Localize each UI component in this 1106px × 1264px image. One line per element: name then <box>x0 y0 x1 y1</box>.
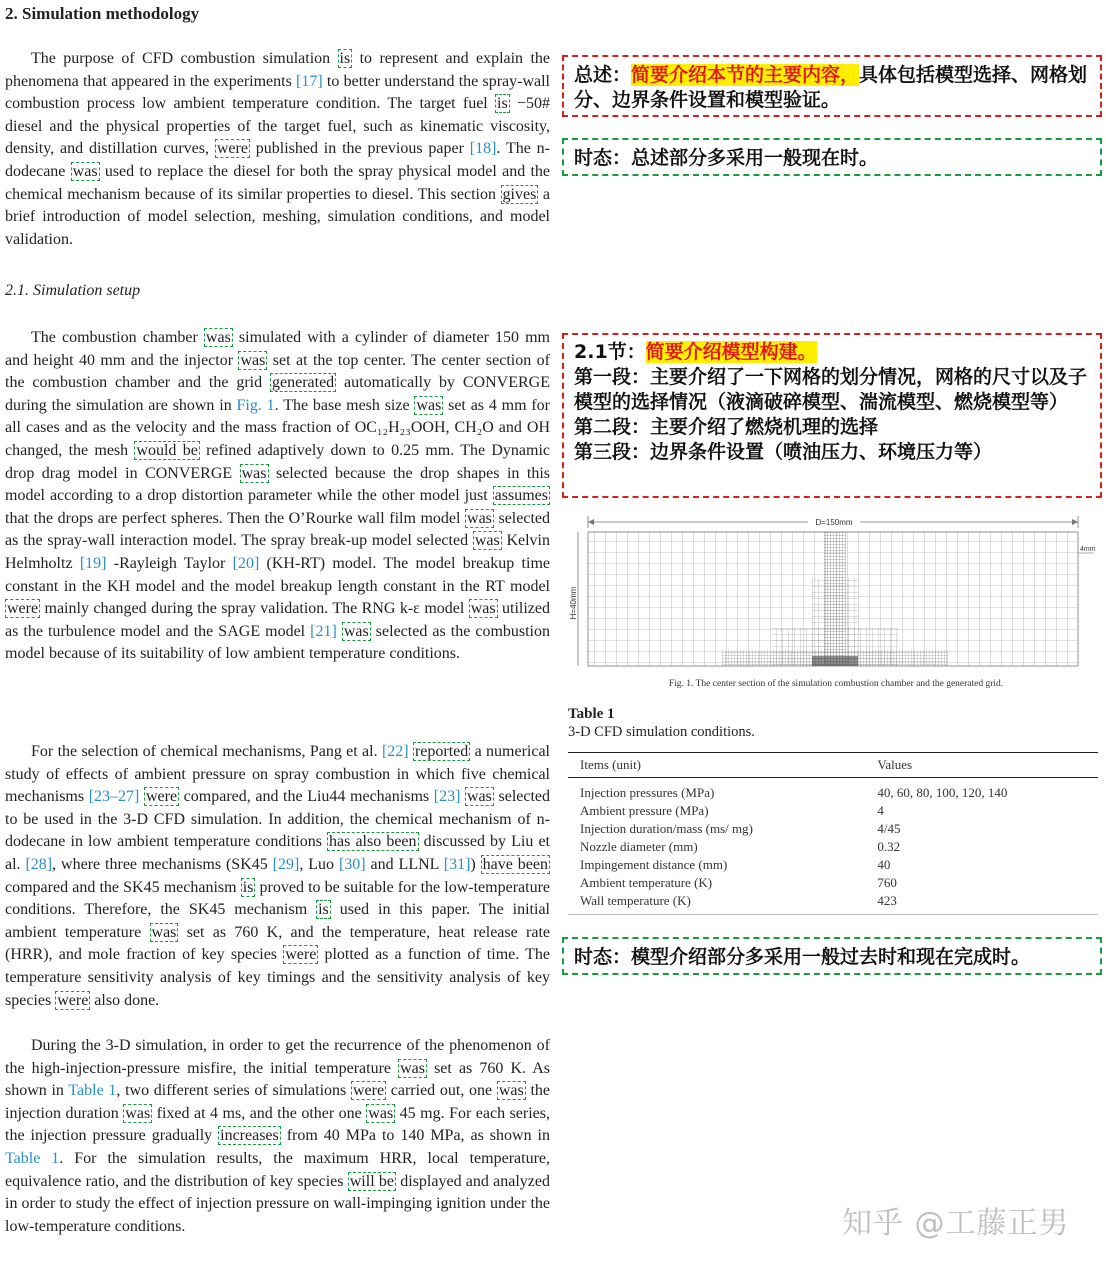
verb-highlight: have been <box>482 855 548 873</box>
table-cell-value: 0.32 <box>877 839 901 854</box>
text-run: automatically by CONVERGE during the simulation are shown in <box>5 374 550 414</box>
paragraph-chemical-mechanism <box>5 741 550 1012</box>
table-row <box>568 892 1098 915</box>
verb-highlight: was <box>241 464 267 482</box>
section-title: 2. Simulation methodology <box>5 4 200 23</box>
verb-highlight: were <box>285 946 317 964</box>
table-cell-value: 4/45 <box>877 821 901 836</box>
table-cell-item: Wall temperature (K) <box>568 892 865 915</box>
text-run: to represent and explain the phenomena that appeared in the experiments <box>5 50 550 90</box>
text-run: (KH-RT) model. The model breakup time constant in the KH model and the model breakup length constant in the RT model <box>5 554 550 595</box>
verb-highlight: was <box>368 1104 394 1122</box>
paragraph-intro <box>5 48 550 251</box>
citation-link[interactable]: [29] <box>272 855 300 873</box>
text-run: , two different series of simulations <box>116 1082 351 1100</box>
text-run: displayed and analyzed in order to study the effect of injection pressure on wall-impinging ignition under the low-temperature conditions. <box>5 1172 551 1235</box>
verb-highlight: assumes <box>494 487 548 505</box>
verb-highlight: were <box>352 1082 385 1100</box>
verb-highlight: was <box>467 509 492 527</box>
table-row <box>568 856 1098 874</box>
citation-link[interactable]: [20] <box>232 554 260 572</box>
verb-highlight: were <box>216 140 248 158</box>
verb-highlight: was <box>416 396 442 414</box>
text-run: 45 mg. For each series, the injection pressure gradually <box>5 1104 551 1145</box>
table-cell-item: Ambient pressure (MPa) <box>580 803 709 818</box>
citation-link[interactable]: [28] <box>25 855 53 873</box>
text-run: set at the top center. The center section of the combustion chamber and the grid <box>5 351 550 392</box>
citation-link[interactable]: [23–27] <box>88 788 140 806</box>
figure-caption: Fig. 1. The center section of the simulation combustion chamber and the generated grid. <box>668 679 1004 689</box>
verb-highlight: has also been <box>329 833 417 851</box>
verb-highlight: is <box>318 901 329 919</box>
text-run: used to replace the diesel for both the spray physical model and the chemical mechanism because of its similar properties to diesel. This section <box>5 162 550 203</box>
note-para-3: 第三段：边界条件设置（喷油压力、环境压力等） <box>574 441 993 463</box>
text-run: selected as the combustion model because of its suitability of low ambient temperature conditions. <box>5 622 551 663</box>
text-run: fixed at 4 ms, and the other one <box>152 1104 367 1122</box>
text-run: also done. <box>90 991 160 1009</box>
verb-highlight: increases <box>220 1127 279 1145</box>
verb-highlight: generated <box>271 374 335 392</box>
citation-link[interactable]: [23] <box>433 788 461 806</box>
text-run: mainly changed during the spray validation. The RNG k-ε model <box>40 600 469 618</box>
text-run: utilized as the turbulence model and the SAGE model <box>5 600 551 640</box>
dim-diameter-label: D=150mm <box>815 518 853 527</box>
table-cell-value: 423 <box>865 892 1098 915</box>
text-run: a brief introduction of model selection, meshing, simulation conditions, and model validation. <box>5 185 550 248</box>
citation-link[interactable]: [30] <box>338 855 366 873</box>
table-row <box>568 778 1098 803</box>
text-run: −50# diesel and the physical properties of the target fuel, such as kinematic viscosity, density, and distillation curves, <box>5 95 550 158</box>
text-run: that the drops are perfect spheres. Then the O’Rourke wall film model <box>5 509 466 527</box>
citation-link[interactable]: [21] <box>310 622 337 640</box>
citation-link[interactable]: [31] <box>443 855 471 873</box>
verb-highlight: was <box>125 1104 151 1122</box>
text-run: set as 4 mm for all cases and as the velocity and the mass fraction of OC₁₂H₂₃OOH, CH₂O and OH changed, the mesh <box>5 396 551 459</box>
verb-highlight: is <box>497 95 508 113</box>
note-summary: 总述：简要介绍本节的主要内容，具体包括模型选择、网格划分、边界条件设置和模型验证。 <box>562 55 1102 117</box>
text-run: -Rayleigh Taylor <box>106 554 233 572</box>
verb-highlight: is <box>339 50 351 67</box>
text-run: proved to be suitable for the low-temperature conditions. Therefore, the SK45 mechanism <box>5 878 551 919</box>
table-cell-value: 40, 60, 80, 100, 120, 140 <box>877 785 1008 800</box>
text-run: . For the simulation results, the maximum HRR, local temperature, equivalence ratio, and the distribution of key species <box>5 1149 550 1190</box>
text-run: The combustion chamber <box>31 329 204 346</box>
verb-highlight: will be <box>349 1172 394 1190</box>
verb-highlight: was <box>474 532 500 550</box>
verb-highlight: gives <box>502 185 537 203</box>
text-run: , Luo <box>299 855 339 873</box>
table-cell-value: 40 <box>877 857 891 872</box>
text-run: The purpose of CFD combustion simulation <box>31 50 338 67</box>
table-title: Table 1 <box>568 706 615 722</box>
table-header-items: Items (unit) <box>568 753 865 778</box>
table-row <box>568 838 1098 856</box>
figure-grid <box>569 508 1100 678</box>
text-run: . The n-dodecane <box>5 140 551 180</box>
text-run: used in this paper. The initial ambient temperature <box>5 901 550 941</box>
table-cell-item: Ambient temperature (K) <box>580 875 713 890</box>
text-run: . The base mesh size <box>274 396 415 414</box>
table-cell-value: 760 <box>877 875 897 890</box>
citation-link[interactable]: [17] <box>296 72 323 90</box>
text-run: the injection duration <box>5 1082 551 1122</box>
note-section-2-1-highlight: 简要介绍模型构建。 <box>645 341 817 363</box>
note-section-2-1: 2.1节：简要介绍模型构建。 第一段：主要介绍了一下网格的划分情况，网格的尺寸以及子模型的选择情况（液滴破碎模型、湍流模型、燃烧模型等） 第二段：主要介绍了燃烧机理的选择 第三段：边界条件设置（喷油压力、环境压力等） <box>562 333 1102 498</box>
watermark: 知乎 @工藤正男 <box>842 1206 1070 1241</box>
text-run: selected to be used in the 3-D CFD simulation. In addition, the chemical mechanism of n-dodecane in low ambient temperature conditions <box>5 788 551 851</box>
table-header-values: Values <box>865 753 1098 778</box>
text-run: from 40 MPa to 140 MPa, as shown in <box>280 1127 550 1145</box>
citation-link[interactable]: [22] <box>381 743 409 760</box>
paragraph-mesh-models <box>5 327 550 666</box>
table-cell-item: Injection duration/mass (ms/ mg) <box>580 821 753 836</box>
text-run: to better understand the spray-wall combustion process low ambient temperature condition. The target fuel <box>5 72 550 113</box>
note-tense-summary: 时态：总述部分多采用一般现在时。 <box>562 138 1102 176</box>
verb-highlight: was <box>343 622 369 640</box>
text-run: During the 3-D simulation, in order to get the recurrence of the phenomenon of the high-injection-pressure misfire, the initial temperature <box>5 1037 550 1077</box>
text-run: plotted as a function of time. The temperature sensitivity analysis of key timings and the sensitivity analysis of key species <box>5 946 551 1009</box>
verb-highlight: were <box>7 600 39 618</box>
text-run: published in the previous paper <box>249 140 470 158</box>
text-run: compared, and the Liu44 mechanisms <box>179 788 434 806</box>
text-run: set as 760 K, and the temperature, heat release rate (HRR), and mole fraction of key species <box>5 923 551 964</box>
text-run: ) <box>470 855 481 873</box>
note-para-1: 第一段：主要介绍了一下网格的划分情况，网格的尺寸以及子模型的选择情况（液滴破碎模型、湍流模型、燃烧模型等） <box>574 366 1088 413</box>
verb-highlight: were <box>57 991 89 1009</box>
subsection-title: 2.1. Simulation setup <box>5 282 141 299</box>
verb-highlight: is <box>242 878 254 896</box>
citation-link[interactable]: [19] <box>79 554 107 572</box>
table-cell-item: Injection pressures (MPa) <box>580 785 715 800</box>
note-para-2: 第二段：主要介绍了燃烧机理的选择 <box>574 416 879 438</box>
citation-link[interactable]: Table 1 <box>68 1082 117 1100</box>
table-cell-item: Impingement distance (mm) <box>580 857 728 872</box>
verb-highlight: was <box>72 162 98 180</box>
verb-highlight: was <box>498 1082 524 1100</box>
table-cell-value: 4 <box>877 803 884 818</box>
table-subtitle: 3-D CFD simulation conditions. <box>568 724 755 740</box>
table-heading <box>568 706 755 741</box>
text-run: discussed by Liu et al. <box>5 833 551 873</box>
text-run: carried out, one <box>386 1082 497 1100</box>
conditions-table <box>568 752 1098 915</box>
table-row <box>568 820 1098 838</box>
note-summary-highlight: 简要介绍本节的主要内容， <box>631 64 860 86</box>
citation-link[interactable]: [18] <box>469 140 497 158</box>
text-run: , where three mechanisms (SK45 <box>52 855 273 873</box>
table-row <box>568 802 1098 820</box>
verb-highlight: was <box>400 1059 425 1077</box>
text-run: For the selection of chemical mechanisms, Pang et al. <box>31 743 382 760</box>
text-run: compared and the SK45 mechanism <box>5 878 241 896</box>
verb-highlight: was <box>151 923 177 941</box>
verb-highlight: was <box>467 788 492 806</box>
citation-link[interactable]: Fig. 1 <box>236 396 275 414</box>
text-run: and LLNL <box>365 855 444 873</box>
text-run: refined adaptively down to 0.25 mm. The Dynamic drop drag model in CONVERGE <box>5 441 550 482</box>
text-run: set as 760 K. As shown in <box>5 1059 550 1100</box>
citation-link[interactable]: Table 1 <box>5 1149 60 1167</box>
text-run: selected because the drop shapes in this model according to a drop distortion parameter while the other model just <box>5 464 551 505</box>
text-run: selected as the spray-wall interaction model. The spray break-up model selected <box>5 509 550 550</box>
dim-mesh-label: 4mm <box>1080 546 1096 553</box>
paragraph-boundary-conditions <box>5 1035 550 1238</box>
grid-svg <box>569 508 1100 678</box>
table-row <box>568 874 1098 892</box>
text-run: a numerical study of effects of ambient pressure on spray combustion in which five chemical mechanisms <box>5 743 550 806</box>
dim-height-label: H=40mm <box>569 586 578 620</box>
note-tense-models: 时态：模型介绍部分多采用一般过去时和现在完成时。 <box>562 937 1102 975</box>
verb-highlight: reported <box>414 743 469 760</box>
text-run: Kelvin Helmholtz <box>5 532 551 572</box>
verb-highlight: was <box>205 329 231 346</box>
text-run: simulated with a cylinder of diameter 150 mm and height 40 mm and the injector <box>5 329 550 369</box>
verb-highlight: were <box>145 788 178 806</box>
table-cell-item: Nozzle diameter (mm) <box>580 839 698 854</box>
verb-highlight: was <box>470 600 496 618</box>
verb-highlight: would be <box>136 441 198 459</box>
verb-highlight: was <box>240 351 266 369</box>
